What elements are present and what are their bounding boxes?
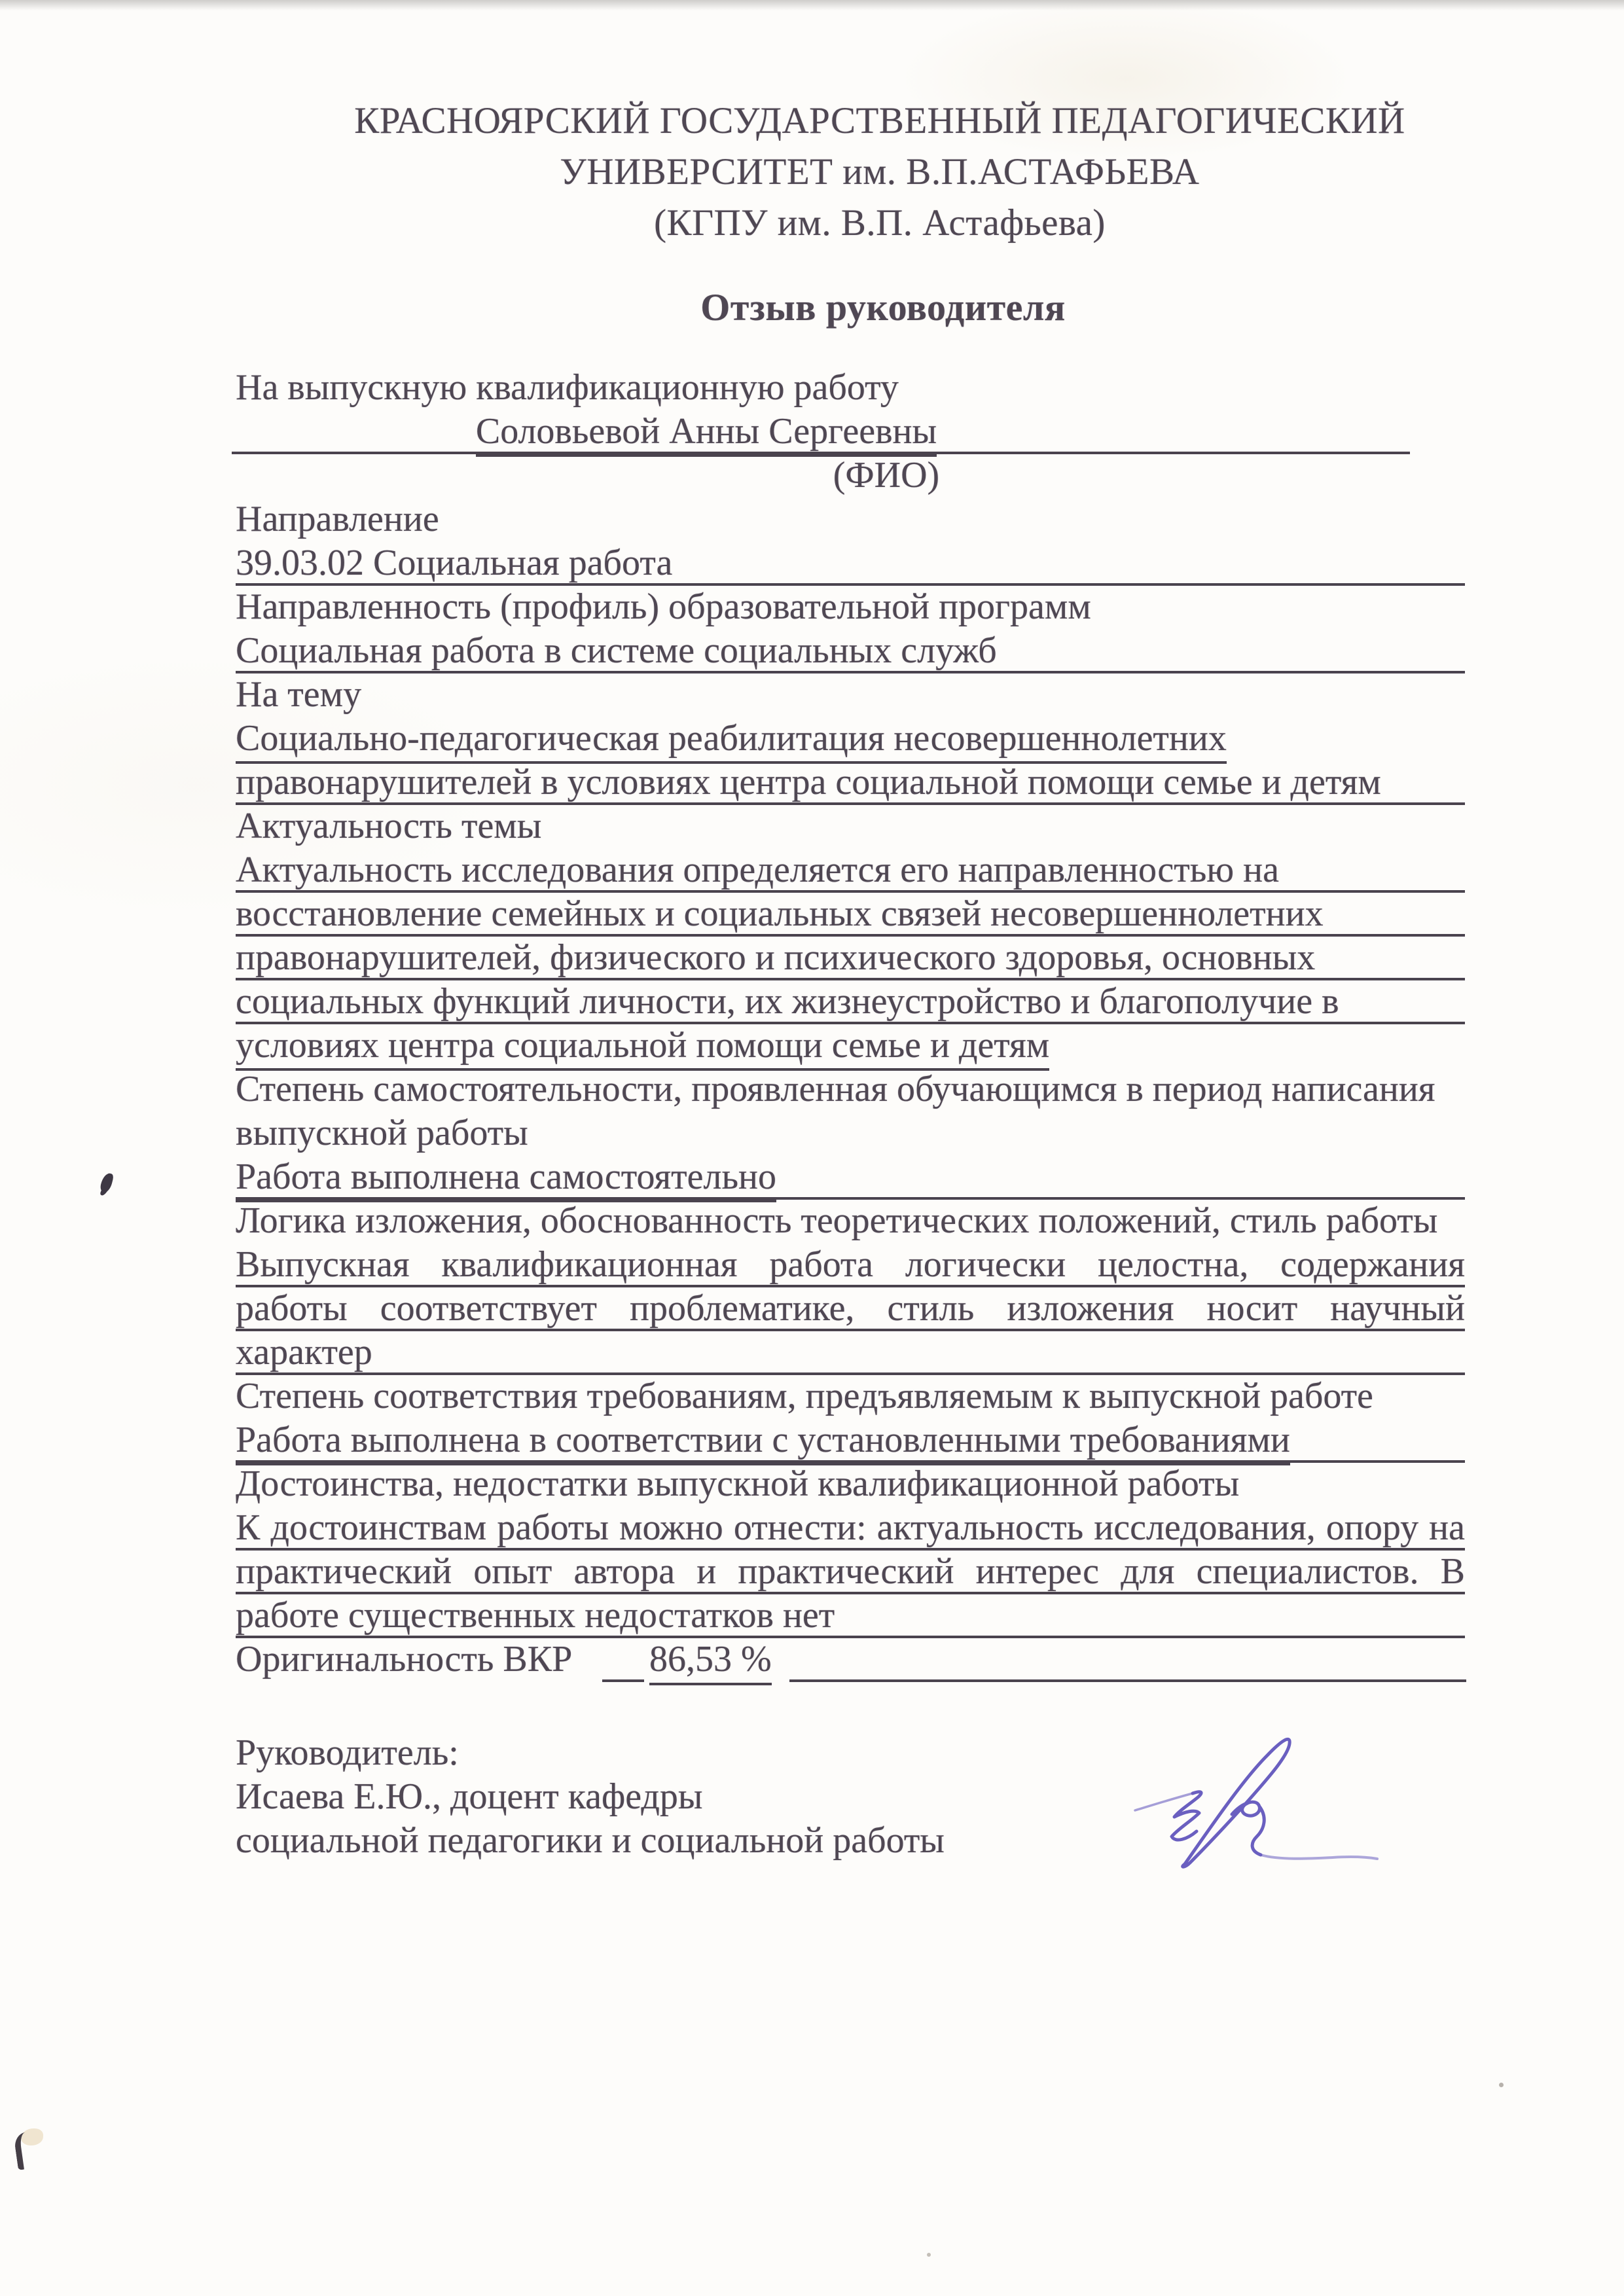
logic-value-1: Выпускная квалификационная работа логически целостна, содержания xyxy=(236,1244,1465,1285)
university-name-line-2: УНИВЕРСИТЕТ им. В.П.АСТАФЬЕВА xyxy=(560,151,1200,192)
supervisor-name: Исаева Е.Ю., доцент кафедры xyxy=(236,1776,703,1817)
theme-value-1: Социально-педагогическая реабилитация несовершеннолетних xyxy=(236,718,1227,764)
label-relevance-text: Актуальность темы xyxy=(236,806,542,846)
field-theme-2 xyxy=(236,761,1465,805)
university-abbreviation: (КГПУ им. В.П. Астафьева) xyxy=(654,202,1106,243)
field-logic-3 xyxy=(236,1331,1465,1375)
ink-speck xyxy=(99,1172,115,1194)
field-logic-1 xyxy=(236,1244,1465,1287)
originality-label: Оригинальность ВКР xyxy=(236,1639,573,1679)
signature-loop-stroke xyxy=(1183,1739,1290,1867)
field-relevance-4 xyxy=(236,980,1465,1024)
label-compliance-text: Степень соответствия требованиям, предъявляемым к выпускной работе xyxy=(236,1376,1373,1416)
field-logic-2 xyxy=(236,1287,1465,1331)
originality-value: 86,53 % xyxy=(649,1638,772,1685)
document-title: Отзыв руководителя xyxy=(700,286,1066,329)
label-independence-2 xyxy=(236,1112,1465,1156)
ruled-line xyxy=(789,1679,1466,1682)
label-work-text: На выпускную квалификационную работу xyxy=(236,367,899,408)
field-fio xyxy=(236,410,1465,454)
document-body xyxy=(236,367,1465,1682)
label-logic xyxy=(236,1200,1465,1244)
scan-dust-dot xyxy=(1499,2083,1504,2087)
field-relevance-1 xyxy=(236,849,1465,893)
university-name-line-1: КРАСНОЯРСКИЙ ГОСУДАРСТВЕННЫЙ ПЕДАГОГИЧЕСКИЙ xyxy=(354,100,1405,141)
supervisor-department: социальной педагогики и социальной работы xyxy=(236,1820,945,1861)
field-originality xyxy=(236,1638,1465,1682)
label-theme-text: На тему xyxy=(236,674,362,715)
label-direction xyxy=(236,498,1465,542)
label-independence-1 xyxy=(236,1068,1465,1112)
label-relevance xyxy=(236,805,1465,849)
field-merits-1 xyxy=(236,1507,1465,1551)
signature-curl-stroke xyxy=(1232,1802,1264,1855)
field-compliance xyxy=(236,1419,1465,1463)
logic-value-2: работы соответствует проблематике, стиль изложения носит научный xyxy=(236,1288,1465,1329)
logic-value-3: характер xyxy=(236,1332,372,1372)
direction-value: 39.03.02 Социальная работа xyxy=(236,543,673,583)
field-profile xyxy=(236,630,1465,673)
fio-caption-text: (ФИО) xyxy=(833,455,940,495)
merits-value-1: К достоинствам работы можно отнести: актуальность исследования, опору на xyxy=(236,1507,1465,1548)
label-merits xyxy=(236,1463,1465,1507)
relevance-value-1: Актуальность исследования определяется его направленностью на xyxy=(236,850,1279,890)
scanner-edge-shadow xyxy=(0,0,1624,10)
field-direction xyxy=(236,542,1465,586)
fio-caption xyxy=(236,454,1465,498)
label-direction-text: Направление xyxy=(236,499,439,539)
independence-value: Работа выполнена самостоятельно xyxy=(236,1157,776,1202)
ruled-line xyxy=(602,1679,644,1682)
relevance-value-3: правонарушителей, физического и психического здоровья, основных xyxy=(236,937,1316,978)
theme-value-2: правонарушителей в условиях центра социальной помощи семье и детям xyxy=(236,762,1381,802)
field-merits-2 xyxy=(236,1551,1465,1594)
label-independence-text-2: выпускной работы xyxy=(236,1113,528,1153)
supervisor-label: Руководитель: xyxy=(236,1732,459,1773)
field-relevance-5 xyxy=(236,1024,1465,1068)
relevance-value-5: условиях центра социальной помощи семье и детям xyxy=(236,1025,1049,1071)
signature xyxy=(1132,1695,1414,1892)
label-profile xyxy=(236,586,1465,630)
merits-value-3: работе существенных недостатков нет xyxy=(236,1595,835,1636)
relevance-value-4: социальных функций личности, их жизнеустройство и благополучие в xyxy=(236,981,1339,1022)
university-header xyxy=(236,96,1465,249)
signature-tail-stroke xyxy=(1261,1855,1377,1859)
field-relevance-2 xyxy=(236,893,1465,937)
field-merits-3 xyxy=(236,1594,1465,1638)
corner-ink-mark xyxy=(12,2128,51,2181)
field-relevance-3 xyxy=(236,937,1465,980)
scan-dust-dot xyxy=(927,2253,931,2257)
fio-value: Соловьевой Анны Сергеевны xyxy=(476,411,937,457)
label-logic-text: Логика изложения, обоснованность теоретических положений, стиль работы xyxy=(236,1200,1438,1241)
field-theme-1 xyxy=(236,717,1465,761)
compliance-value: Работа выполнена в соответствии с установленными требованиями xyxy=(236,1420,1290,1465)
merits-value-2: практический опыт автора и практический интерес для специалистов. В xyxy=(236,1551,1465,1592)
label-profile-text: Направленность (профиль) образовательной программ xyxy=(236,586,1091,627)
relevance-value-2: восстановление семейных и социальных связей несовершеннолетних xyxy=(236,893,1324,934)
label-theme xyxy=(236,673,1465,717)
field-independence xyxy=(236,1156,1465,1200)
label-work xyxy=(236,367,1465,410)
label-independence-text-1: Степень самостоятельности, проявленная обучающимся в период написания xyxy=(236,1069,1435,1109)
profile-value: Социальная работа в системе социальных служб xyxy=(236,630,997,671)
label-compliance xyxy=(236,1375,1465,1419)
label-merits-text: Достоинства, недостатки выпускной квалификационной работы xyxy=(236,1463,1240,1504)
